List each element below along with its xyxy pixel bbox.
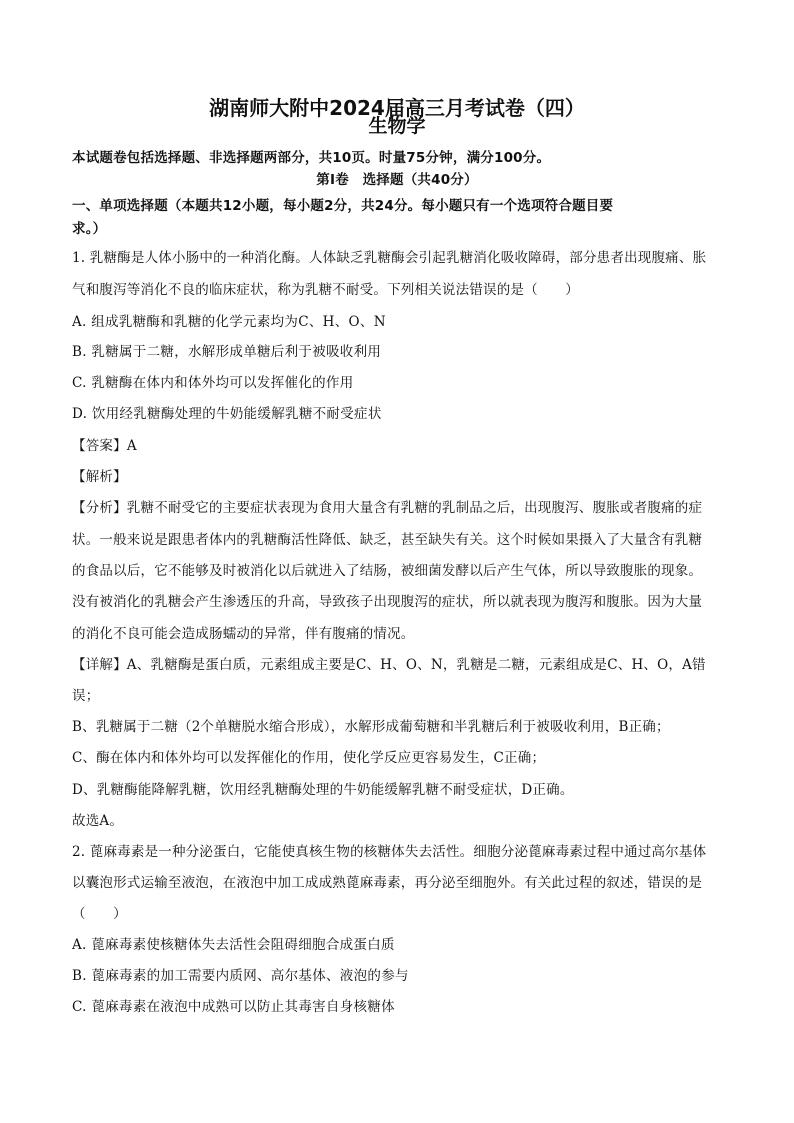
q2-stem-line1: 2. 蓖麻毒素是一种分泌蛋白，它能使真核生物的核糖体失去活性。细胞分泌蓖麻毒素过程中通过高尔基体: [72, 844, 707, 860]
section-title: 第Ⅰ卷 选择题（共40分）: [316, 172, 478, 188]
detail-line-5: D、乳糖酶能降解乳糖，饮用经乳糖酶处理的牛奶能缓解乳糖不耐受症状，D正确。: [72, 782, 574, 798]
answer-value: A: [126, 438, 137, 454]
q2-stem-line2: 以囊泡形式运输至液泡，在液泡中加工成成熟蓖麻毒素，再分泌至细胞外。有关此过程的叙述，错误的是: [72, 875, 703, 891]
analysis-line-3: 的食品以后，它不能够及时被消化以后就进入了结肠，被细菌发酵以后产生气体，所以导致腹胀的现象。: [72, 563, 703, 579]
q1-option-d: D. 饮用经乳糖酶处理的牛奶能缓解乳糖不耐受症状: [72, 406, 382, 422]
q1-option-c: C. 乳糖酶在体内和体外均可以发挥催化的作用: [72, 375, 354, 391]
detail-line-4: C、酶在体内和体外均可以发挥催化的作用，使化学反应更容易发生，C正确；: [72, 750, 546, 766]
q2-stem-line3: （ ）: [72, 906, 127, 922]
part1-heading-line2: 求。）: [72, 221, 107, 237]
q1-option-b: B. 乳糖属于二糖，水解形成单糖后利于被吸收利用: [72, 344, 382, 360]
analysis-line-1: 【分析】乳糖不耐受它的主要症状表现为食用大量含有乳糖的乳制品之后，出现腹泻、腹胀或者腹痛的症: [72, 500, 703, 516]
analysis-line-4: 没有被消化的乳糖会产生渗透压的升高，导致孩子出现腹泻的症状，所以就表现为腹泻和腹胀。因为大量: [72, 594, 703, 610]
detail-line-1: 【详解】A、乳糖酶是蛋白质，元素组成主要是C、H、O、N，乳糖是二糖，元素组成是C、H、O，A错: [72, 657, 706, 673]
q2-option-a: A. 蓖麻毒素使核糖体失去活性会阻碍细胞合成蛋白质: [72, 937, 395, 953]
exam-instructions: 本试题卷包括选择题、非选择题两部分，共10页。时量75分钟，满分100分。: [72, 150, 551, 166]
detail-line-2: 误；: [72, 688, 100, 704]
detail-line-3: B、乳糖属于二糖（2个单糖脱水缩合形成），水解形成葡萄糖和半乳糖后利于被吸收利用，B正确；: [72, 719, 670, 735]
subject-title: 生物学: [368, 115, 426, 137]
part1-heading-line1: 一、单项选择题（本题共12小题，每小题2分，共24分。每小题只有一个选项符合题目要: [72, 198, 614, 214]
q1-option-a: A. 组成乳糖酶和乳糖的化学元素均为C、H、O、N: [72, 314, 386, 330]
analysis-line-5: 的消化不良可能会造成肠蠕动的异常，伴有腹痛的情况。: [72, 626, 415, 642]
q2-option-c: C. 蓖麻毒素在液泡中成熟可以防止其毒害自身核糖体: [72, 999, 395, 1015]
analysis-label: 【解析】: [72, 469, 127, 485]
analysis-line-2: 状。一般来说是跟患者体内的乳糖酶活性降低、缺乏，甚至缺失有关。这个时候如果摄入了大量含有乳糖: [72, 532, 703, 548]
q1-stem-line1: 1. 乳糖酶是人体小肠中的一种消化酶。人体缺乏乳糖酶会引起乳糖消化吸收障碍，部分患者出现腹痛、胀: [72, 250, 707, 266]
detail-conclusion: 故选A。: [72, 813, 124, 829]
q2-option-b: B. 蓖麻毒素的加工需要内质网、高尔基体、液泡的参与: [72, 968, 409, 984]
exam-title: 湖南师大附中2024届高三月考试卷（四）: [209, 96, 585, 120]
q1-stem-line2: 气和腹泻等消化不良的临床症状，称为乳糖不耐受。下列相关说法错误的是（ ）: [72, 282, 579, 298]
answer-label: 【答案】: [72, 438, 127, 454]
q1-answer: [72, 436, 137, 456]
